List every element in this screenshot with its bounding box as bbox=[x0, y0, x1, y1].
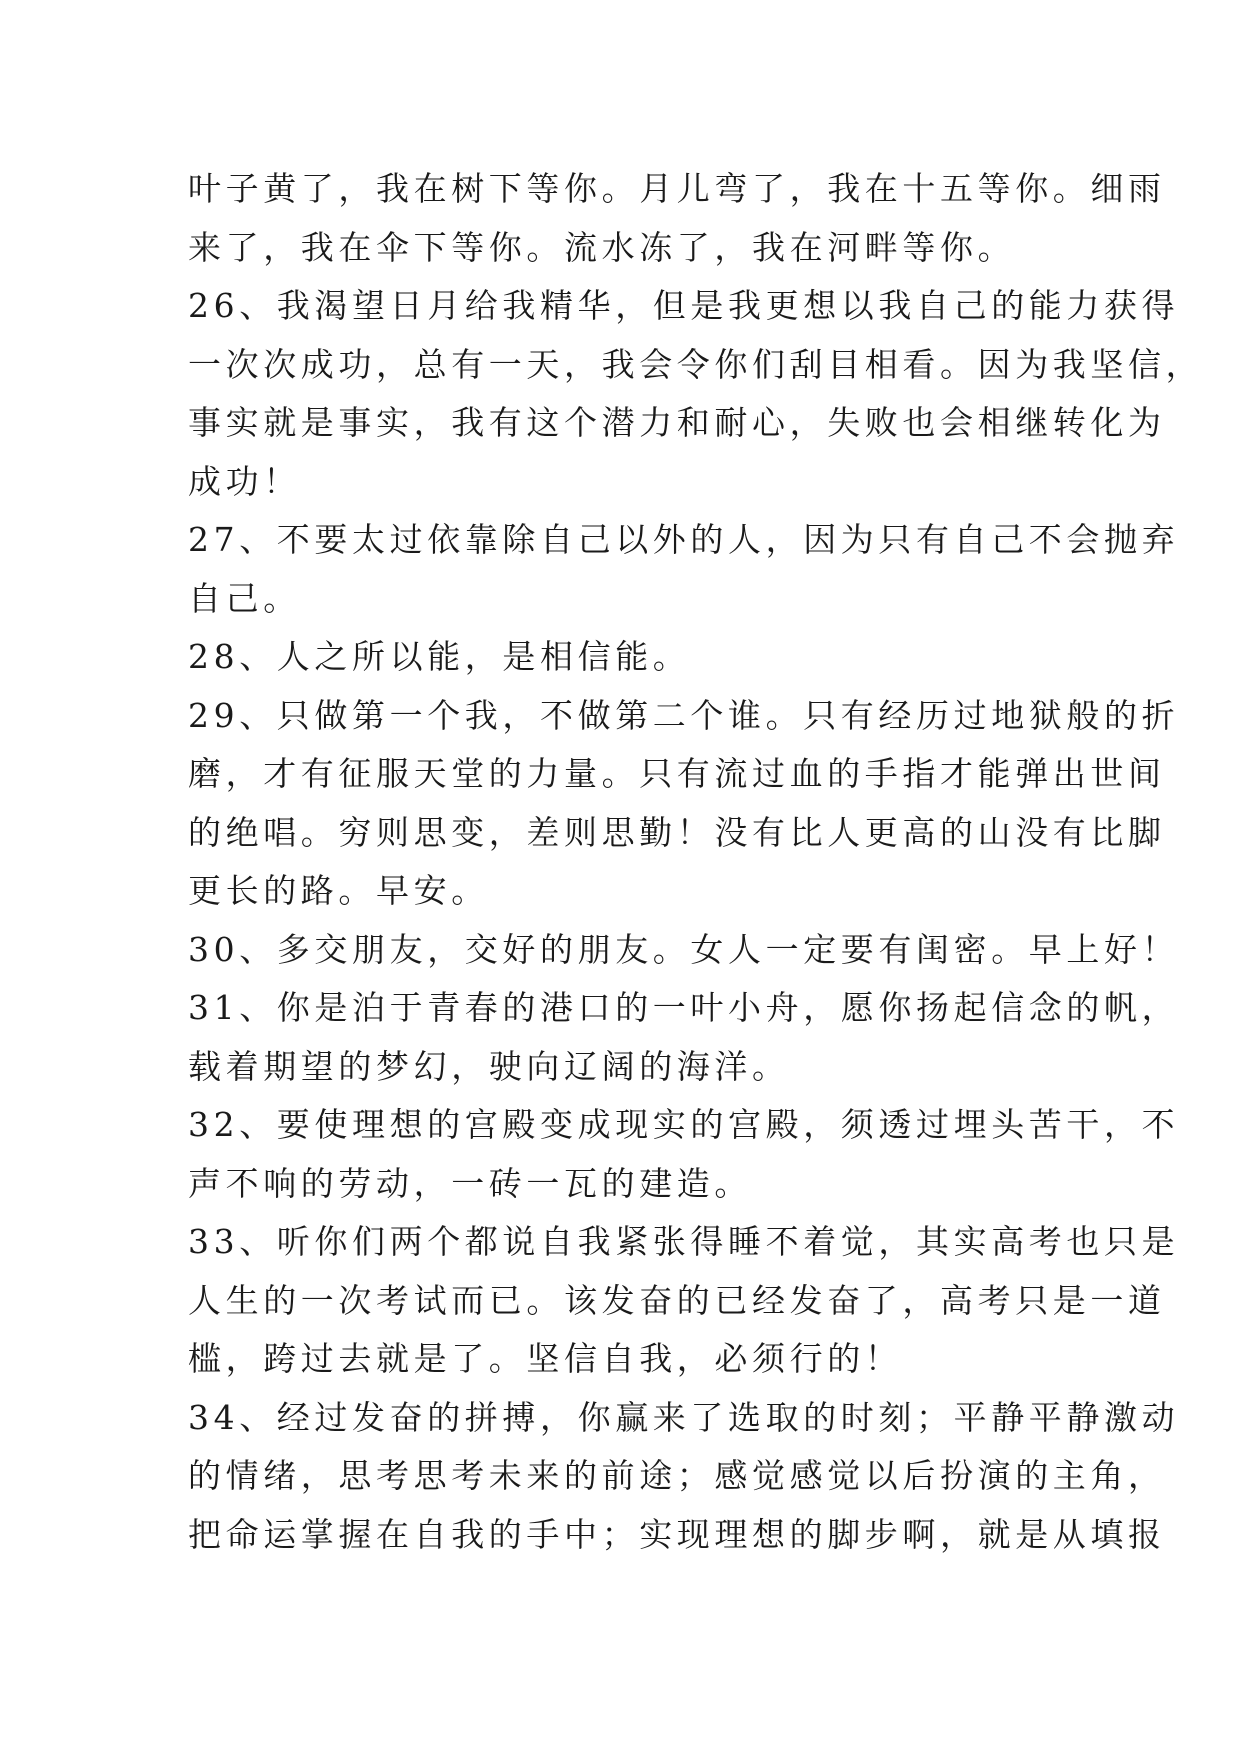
paragraph-27 bbox=[188, 511, 1180, 628]
text-line: 把命运掌握在自我的手中；实现理想的脚步啊，就是从填报 bbox=[188, 1514, 1166, 1554]
text-line: 32、要使理想的宫殿变成现实的宫殿，须透过埋头苦干，不 bbox=[188, 1105, 1180, 1144]
text-line: 27、不要太过依靠除自己以外的人，因为只有自己不会抛弃 bbox=[188, 520, 1180, 559]
text-line: 34、经过发奋的拼搏，你赢来了选取的时刻；平静平静激动 bbox=[188, 1397, 1180, 1437]
text-line: 自己。 bbox=[188, 578, 301, 618]
document-body bbox=[188, 160, 1204, 1564]
text-line: 的绝唱。穷则思变，差则思勤！没有比人更高的山没有比脚 bbox=[188, 812, 1166, 852]
paragraph-25-continued bbox=[188, 160, 1166, 277]
text-line: 33、听你们两个都说自我紧张得睡不着觉，其实高考也只是 bbox=[188, 1222, 1180, 1261]
text-line: 30、多交朋友，交好的朋友。女人一定要有闺密。早上好！ bbox=[188, 929, 1180, 969]
text-line: 来了，我在伞下等你。流水冻了，我在河畔等你。 bbox=[188, 227, 1016, 267]
paragraph-28 bbox=[188, 628, 1068, 687]
text-line: 28、人之所以能，是相信能。 bbox=[188, 637, 691, 676]
paragraph-29 bbox=[188, 687, 1180, 921]
paragraph-33 bbox=[188, 1213, 1180, 1389]
text-line: 叶子黄了，我在树下等你。月儿弯了，我在十五等你。细雨 bbox=[188, 169, 1166, 208]
text-line: 槛，跨过去就是了。坚信自我，必须行的！ bbox=[188, 1339, 903, 1378]
text-line: 26、我渴望日月给我精华，但是我更想以我自己的能力获得 bbox=[188, 286, 1180, 325]
text-line: 成功！ bbox=[188, 461, 301, 501]
text-line: 的情绪，思考思考未来的前途；感觉感觉以后扮演的主角， bbox=[188, 1456, 1166, 1495]
text-line: 声不响的劳动，一砖一瓦的建造。 bbox=[188, 1163, 752, 1203]
text-line: 事实就是事实，我有这个潜力和耐心，失败也会相继转化为 bbox=[188, 403, 1166, 442]
paragraph-32 bbox=[188, 1096, 1180, 1213]
paragraph-34 bbox=[188, 1389, 1180, 1565]
text-line: 31、你是泊于青春的港口的一叶小舟，愿你扬起信念的帆， bbox=[188, 988, 1180, 1027]
text-line: 更长的路。早安。 bbox=[188, 871, 489, 910]
text-line: 29、只做第一个我，不做第二个谁。只有经历过地狱般的折 bbox=[188, 695, 1180, 735]
text-line: 人生的一次考试而已。该发奋的已经发奋了，高考只是一道 bbox=[188, 1280, 1166, 1320]
paragraph-31 bbox=[188, 979, 1180, 1096]
text-line: 一次次成功，总有一天，我会令你们刮目相看。因为我坚信， bbox=[188, 344, 1204, 384]
text-line: 载着期望的梦幻，驶向辽阔的海洋。 bbox=[188, 1046, 790, 1086]
paragraph-26 bbox=[188, 277, 1204, 511]
text-line: 磨，才有征服天堂的力量。只有流过血的手指才能弹出世间 bbox=[188, 754, 1166, 793]
paragraph-30 bbox=[188, 921, 1180, 980]
